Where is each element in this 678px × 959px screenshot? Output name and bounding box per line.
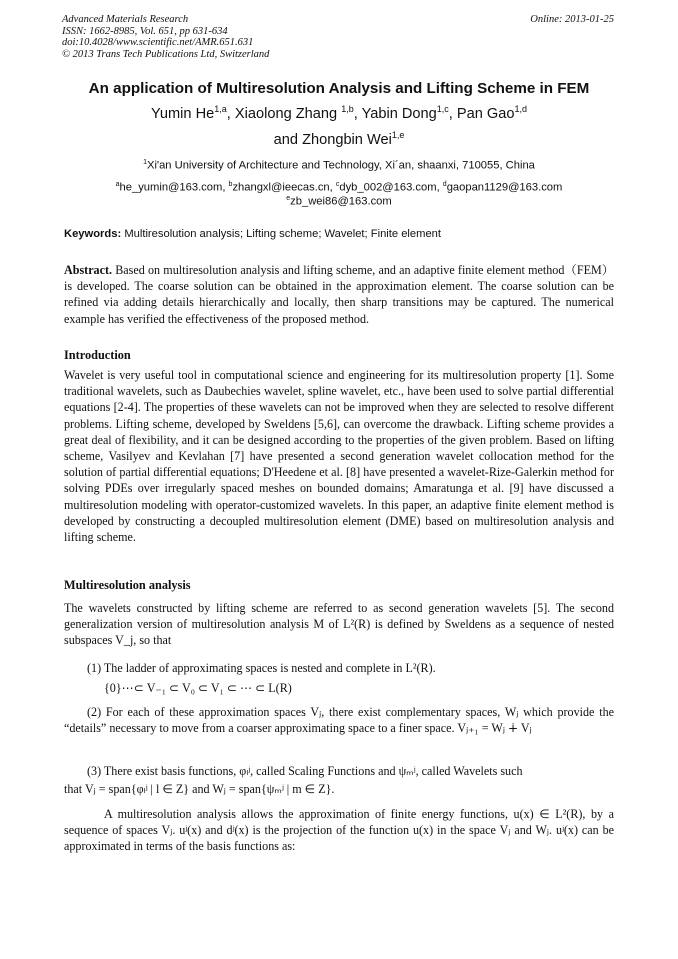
author-superscript: 1,b: [341, 104, 354, 114]
author-line-2: [0, 130, 678, 148]
online-date: Online: 2013-01-25: [530, 14, 614, 25]
section-heading-multiresolution: Multiresolution analysis: [64, 578, 191, 592]
email-address: he_yumin@163.com: [119, 181, 223, 194]
doi-line: doi:10.4028/www.scientific.net/AMR.651.631: [62, 37, 254, 49]
abstract: [64, 262, 614, 327]
author-superscript: 1,a: [214, 104, 227, 114]
mra-item-2: (2) For each of these approximation spaces Vⱼ, there exist complementary spaces, Wⱼ which provide the “details” necessary to move from a coarser approximating space to a finer space. Vⱼ₊₁ = Wⱼ ∔ Vⱼ: [64, 705, 614, 736]
author-superscript: 1,d: [514, 104, 528, 114]
author-superscript: 1,e: [391, 130, 405, 140]
journal-header: [62, 14, 614, 60]
keywords-text: Multiresolution analysis; Lifting scheme; Wavelet; Finite element: [124, 228, 442, 240]
author-name: Zhongbin Wei: [302, 131, 392, 148]
author-line-1: Yumin He$^{1,a}$, Xiaolong Zhang $^{1,b}$, Yabin Dong$^{1,c}$, Pan Gao$^{1,d}$: [150, 104, 528, 122]
keywords-label: Keywords:: [64, 228, 122, 240]
abstract-label: Abstract.: [64, 263, 113, 277]
paper-title: An application of Multiresolution Analysis and Lifting Scheme in FEM: [88, 80, 590, 97]
email-address: zb_wei86@163.com: [290, 195, 392, 208]
email-superscript: d: [442, 181, 447, 188]
email-address: zhangxl@ieecas.cn: [232, 181, 330, 194]
email-superscript: c: [335, 181, 340, 188]
email-line-2: [0, 192, 678, 209]
issn-line: ISSN: 1662-8985, Vol. 651, pp 631-634: [62, 25, 228, 37]
mra-item-3-cont: that Vⱼ = span{φₗʲ | l ∈ Z} and Wⱼ = span{ψₘʲ | m ∈ Z}.: [64, 782, 335, 796]
introduction-text: Wavelet is very useful tool in computational science and engineering for its multiresolution property [1]. Some traditional wavelets, such as Daubechies wavelet, spline wavelet, etc., have been used to solve partial differential equations [2-4]. The properties of these wavelets can not be improved when they are selected to resolve different problems. Lifting scheme, developed by Sweldens [5,6], can overcome the drawback. Lifting scheme provides a great deal of flexibility, and it can be designed according to the properties of the given problem. Based on lifting scheme, Vasilyev and Kevlahan [7] have presented a second generation wavelet collocation method for the solution of partial differential equations; D'Heedene et al. [8] have presented a wavelet-Rize-Galerkin method for solving PDEs over irregularly spaced meshes on bounded domains; Amaratunga et al. [9] have discussed a multiresolution modeling with operator-customized wavelets. In this paper, an adaptive finite element method is developed by constructing a decoupled multiresolution element (DME) based on multiresolution analysis and lifting scheme.: [64, 368, 614, 545]
email-address: dyb_002@163.com: [339, 181, 437, 194]
email-superscript: a: [115, 181, 120, 188]
mra-item-3: (3) There exist basis functions, φₗʲ, called Scaling Functions and ψₘʲ, called Wavelets such: [87, 764, 523, 778]
copyright-line: © 2013 Trans Tech Publications Ltd, Switzerland: [62, 48, 270, 60]
author-superscript: 1,c: [436, 104, 449, 114]
author-name: Xiaolong Zhang: [234, 105, 338, 122]
email-address: gaopan1129@163.com: [446, 181, 563, 194]
mra-equation-1: {0}⋯⊂ V₋₁ ⊂ V₀ ⊂ V₁ ⊂ ⋯ ⊂ L(R): [104, 681, 292, 695]
affiliation-text: Xi'an University of Architecture and Technology, Xi´an, shaanxi, 710055, China: [146, 159, 535, 172]
section-heading-introduction: Introduction: [64, 348, 131, 362]
affiliation: [0, 156, 678, 173]
author-conjunction: and: [273, 131, 298, 148]
keywords: [64, 228, 614, 240]
author-name: Yabin Dong: [361, 105, 437, 122]
email-line: $^a$he_yumin@163.com, $^b$zhangxl@ieecas.cn, $^c$dyb_002@163.com, $^d$gaopan1129@163.com: [115, 181, 563, 194]
journal-name: Advanced Materials Research: [62, 14, 189, 25]
email-superscript: b: [228, 181, 233, 188]
affiliation-superscript: 1: [143, 159, 147, 166]
email-superscript: e: [286, 195, 291, 202]
abstract-text: Based on multiresolution analysis and lifting scheme, and an adaptive finite element method（FEM）is developed. The coarse solution can be obtained in the approximation element. The coarse solution can be refined via adding details hierarchically and locally, then sharp transitions may be captured. The numerical example has verified the effectiveness of the proposed method.: [64, 263, 614, 326]
mra-paragraph-2: A multiresolution analysis allows the approximation of finite energy functions, u(x) ∈ L²(R), by a sequence of spaces Vⱼ. uʲ(x) and dʲ(x) is the projection of the function u(x) in the space Vⱼ and Wⱼ. uʲ(x) can be approximated in terms of the basis functions as:: [64, 807, 614, 854]
mra-paragraph-1: The wavelets constructed by lifting scheme are referred to as second generation wavelets [5]. The second generalization version of multiresolution analysis M of L²(R) is defined by Sweldens as a sequence of nested subspaces V_j, so that: [64, 601, 614, 648]
author-name: Pan Gao: [456, 105, 515, 122]
author-name: Yumin He: [150, 105, 215, 122]
mra-item-1: (1) The ladder of approximating spaces is nested and complete in L²(R).: [87, 661, 436, 675]
